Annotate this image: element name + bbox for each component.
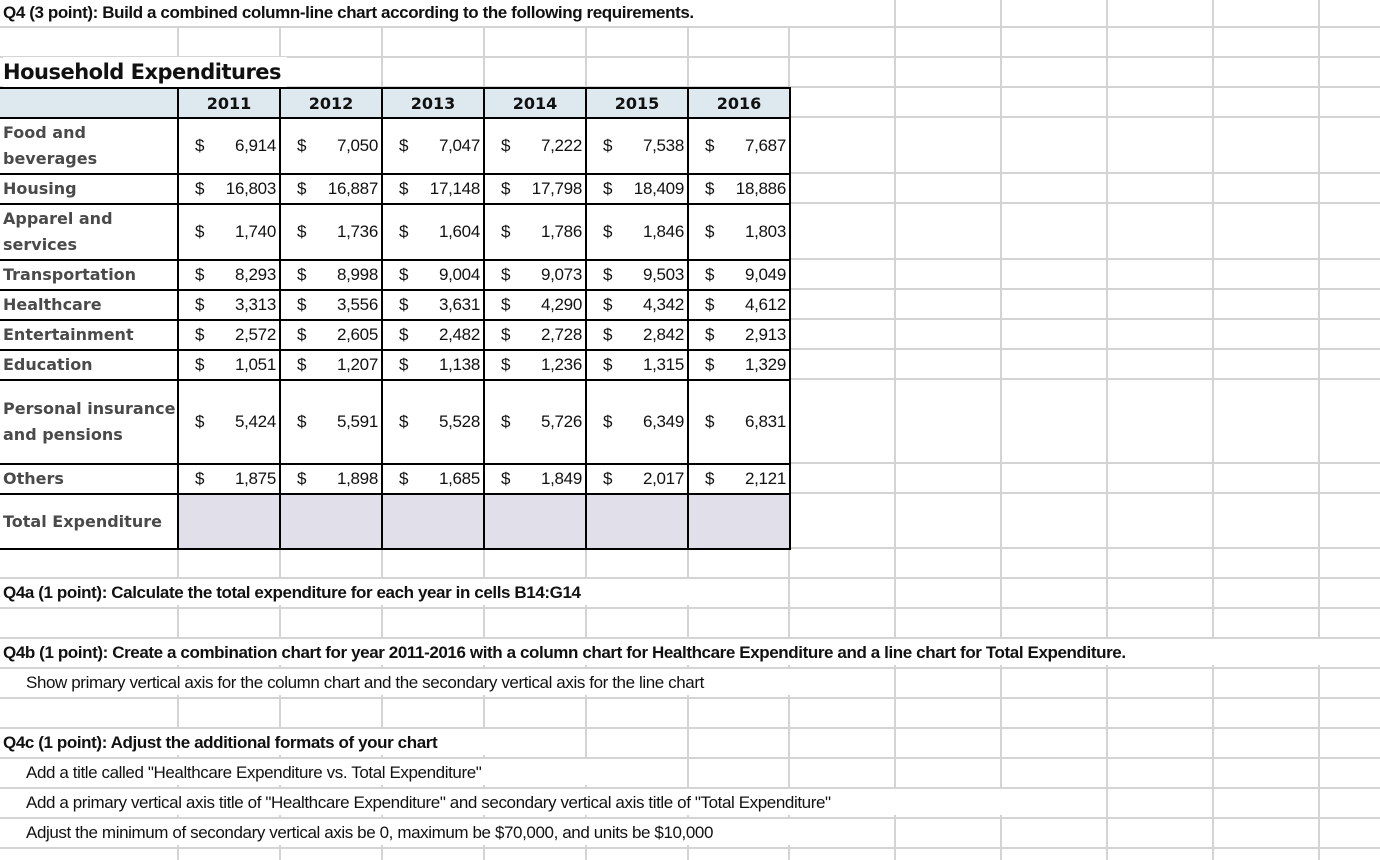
value-cell[interactable] bbox=[382, 350, 484, 380]
gridline-col-l bbox=[1212, 0, 1214, 860]
currency-symbol: $ bbox=[399, 412, 409, 431]
amount: 18,409 bbox=[633, 179, 684, 198]
currency-symbol: $ bbox=[603, 469, 613, 488]
amount: 2,913 bbox=[744, 325, 786, 344]
gridline-col-m bbox=[1318, 0, 1320, 860]
value-cell[interactable] bbox=[484, 464, 586, 494]
total-cell-2016[interactable] bbox=[688, 494, 790, 549]
currency-symbol: $ bbox=[399, 222, 409, 241]
currency-symbol: $ bbox=[501, 222, 511, 241]
amount: 4,612 bbox=[744, 295, 786, 314]
currency-symbol: $ bbox=[195, 412, 205, 431]
currency-symbol: $ bbox=[603, 325, 613, 344]
total-cell-2011[interactable] bbox=[178, 494, 280, 549]
table-row bbox=[0, 464, 790, 494]
expenditure-table bbox=[0, 87, 791, 550]
total-expenditure-label[interactable]: Total Expenditure bbox=[0, 494, 178, 549]
row-label[interactable]: Education bbox=[0, 350, 178, 380]
currency-symbol: $ bbox=[501, 179, 511, 198]
amount: 1,138 bbox=[438, 355, 480, 374]
amount: 1,849 bbox=[540, 469, 582, 488]
value-cell[interactable] bbox=[586, 118, 688, 174]
currency-symbol: $ bbox=[603, 412, 613, 431]
amount: 17,798 bbox=[531, 179, 582, 198]
table-title[interactable]: Household Expenditures bbox=[3, 57, 287, 87]
table-row bbox=[0, 350, 790, 380]
amount: 6,914 bbox=[234, 136, 276, 155]
value-cell[interactable] bbox=[688, 290, 790, 320]
currency-symbol: $ bbox=[399, 265, 409, 284]
q4c-instruction-3[interactable]: Adjust the minimum of secondary vertical axis be 0, maximum be $70,000, and units be $10,000 bbox=[26, 823, 714, 842]
currency-symbol: $ bbox=[297, 412, 307, 431]
currency-symbol: $ bbox=[705, 355, 715, 374]
currency-symbol: $ bbox=[297, 325, 307, 344]
currency-symbol: $ bbox=[705, 295, 715, 314]
amount: 1,898 bbox=[336, 469, 378, 488]
value-cell[interactable] bbox=[688, 260, 790, 290]
amount: 9,503 bbox=[642, 265, 684, 284]
total-cell-2015[interactable] bbox=[586, 494, 688, 549]
value-cell[interactable] bbox=[280, 320, 382, 350]
row-label[interactable]: Healthcare bbox=[0, 290, 178, 320]
row-label[interactable]: Personal insurance and pensions bbox=[0, 380, 178, 464]
gridline-row bbox=[0, 697, 1380, 699]
currency-symbol: $ bbox=[501, 355, 511, 374]
value-cell[interactable] bbox=[586, 464, 688, 494]
currency-symbol: $ bbox=[195, 355, 205, 374]
gridline-row bbox=[0, 847, 1380, 849]
currency-symbol: $ bbox=[399, 136, 409, 155]
value-cell[interactable] bbox=[484, 174, 586, 204]
currency-symbol: $ bbox=[603, 295, 613, 314]
gridline-row bbox=[0, 26, 1380, 28]
value-cell[interactable] bbox=[178, 464, 280, 494]
amount: 7,222 bbox=[540, 136, 582, 155]
currency-symbol: $ bbox=[399, 179, 409, 198]
amount: 7,687 bbox=[744, 136, 786, 155]
currency-symbol: $ bbox=[297, 136, 307, 155]
year-header-2012[interactable]: 2012 bbox=[280, 88, 382, 118]
value-cell[interactable] bbox=[586, 290, 688, 320]
value-cell[interactable] bbox=[280, 260, 382, 290]
amount: 3,313 bbox=[234, 295, 276, 314]
year-header-2016[interactable]: 2016 bbox=[688, 88, 790, 118]
table-row bbox=[0, 320, 790, 350]
value-cell[interactable] bbox=[688, 118, 790, 174]
currency-symbol: $ bbox=[501, 295, 511, 314]
value-cell[interactable] bbox=[586, 204, 688, 260]
amount: 9,049 bbox=[744, 265, 786, 284]
value-cell[interactable] bbox=[382, 380, 484, 464]
currency-symbol: $ bbox=[297, 295, 307, 314]
amount: 16,887 bbox=[327, 179, 378, 198]
row-label[interactable]: Food and beverages bbox=[0, 118, 178, 174]
value-cell[interactable] bbox=[586, 320, 688, 350]
amount: 4,290 bbox=[540, 295, 582, 314]
gridline-col-i bbox=[894, 0, 896, 860]
amount: 1,236 bbox=[540, 355, 582, 374]
value-cell[interactable] bbox=[688, 380, 790, 464]
currency-symbol: $ bbox=[399, 325, 409, 344]
amount: 4,342 bbox=[642, 295, 684, 314]
year-header-row bbox=[0, 88, 790, 118]
row-label[interactable]: Housing bbox=[0, 174, 178, 204]
value-cell[interactable] bbox=[382, 320, 484, 350]
amount: 2,605 bbox=[336, 325, 378, 344]
value-cell[interactable] bbox=[484, 118, 586, 174]
amount: 1,875 bbox=[234, 469, 276, 488]
currency-symbol: $ bbox=[705, 265, 715, 284]
value-cell[interactable] bbox=[280, 174, 382, 204]
value-cell[interactable] bbox=[280, 380, 382, 464]
amount: 2,121 bbox=[744, 469, 786, 488]
total-cell-2013[interactable] bbox=[382, 494, 484, 549]
amount: 3,556 bbox=[336, 295, 378, 314]
currency-symbol: $ bbox=[195, 295, 205, 314]
currency-symbol: $ bbox=[603, 136, 613, 155]
currency-symbol: $ bbox=[399, 295, 409, 314]
amount: 7,050 bbox=[336, 136, 378, 155]
amount: 2,017 bbox=[642, 469, 684, 488]
amount: 1,786 bbox=[540, 222, 582, 241]
value-cell[interactable] bbox=[688, 204, 790, 260]
amount: 6,831 bbox=[744, 412, 786, 431]
question-title[interactable]: Q4 (3 point): Build a combined column-line chart according to the following requirements. bbox=[3, 3, 694, 22]
amount: 5,591 bbox=[336, 412, 378, 431]
amount: 1,740 bbox=[234, 222, 276, 241]
total-expenditure-row bbox=[0, 494, 790, 549]
amount: 5,528 bbox=[438, 412, 480, 431]
q4b-instruction-1[interactable]: Show primary vertical axis for the column chart and the secondary vertical axis for the line chart bbox=[26, 673, 704, 692]
row-label[interactable]: Entertainment bbox=[0, 320, 178, 350]
table-row bbox=[0, 290, 790, 320]
value-cell[interactable] bbox=[688, 350, 790, 380]
q4a-text[interactable]: Q4a (1 point): Calculate the total expenditure for each year in cells B14:G14 bbox=[3, 583, 581, 602]
currency-symbol: $ bbox=[705, 412, 715, 431]
currency-symbol: $ bbox=[399, 355, 409, 374]
gridline-col-j bbox=[1000, 0, 1002, 860]
amount: 2,572 bbox=[234, 325, 276, 344]
value-cell[interactable] bbox=[586, 174, 688, 204]
amount: 16,803 bbox=[225, 179, 276, 198]
amount: 1,329 bbox=[744, 355, 786, 374]
value-cell[interactable] bbox=[280, 464, 382, 494]
amount: 1,051 bbox=[234, 355, 276, 374]
value-cell[interactable] bbox=[586, 380, 688, 464]
value-cell[interactable] bbox=[382, 204, 484, 260]
value-cell[interactable] bbox=[382, 174, 484, 204]
value-cell[interactable] bbox=[484, 290, 586, 320]
year-header-2011[interactable]: 2011 bbox=[178, 88, 280, 118]
amount: 18,886 bbox=[735, 179, 786, 198]
currency-symbol: $ bbox=[705, 179, 715, 198]
currency-symbol: $ bbox=[501, 265, 511, 284]
value-cell[interactable] bbox=[688, 464, 790, 494]
year-header-2015[interactable]: 2015 bbox=[586, 88, 688, 118]
currency-symbol: $ bbox=[297, 179, 307, 198]
currency-symbol: $ bbox=[501, 136, 511, 155]
value-cell[interactable] bbox=[382, 290, 484, 320]
currency-symbol: $ bbox=[705, 222, 715, 241]
value-cell[interactable] bbox=[586, 260, 688, 290]
amount: 1,803 bbox=[744, 222, 786, 241]
row-label[interactable]: Transportation bbox=[0, 260, 178, 290]
row-label[interactable]: Others bbox=[0, 464, 178, 494]
amount: 1,736 bbox=[336, 222, 378, 241]
amount: 8,998 bbox=[336, 265, 378, 284]
currency-symbol: $ bbox=[195, 265, 205, 284]
value-cell[interactable] bbox=[484, 320, 586, 350]
year-header-2014[interactable]: 2014 bbox=[484, 88, 586, 118]
amount: 17,148 bbox=[429, 179, 480, 198]
gridline-col-k bbox=[1106, 0, 1108, 860]
currency-symbol: $ bbox=[195, 136, 205, 155]
currency-symbol: $ bbox=[195, 222, 205, 241]
amount: 9,073 bbox=[540, 265, 582, 284]
value-cell[interactable] bbox=[280, 290, 382, 320]
amount: 2,728 bbox=[540, 325, 582, 344]
amount: 2,842 bbox=[642, 325, 684, 344]
table-row bbox=[0, 380, 790, 464]
value-cell[interactable] bbox=[382, 464, 484, 494]
currency-symbol: $ bbox=[501, 412, 511, 431]
currency-symbol: $ bbox=[705, 136, 715, 155]
currency-symbol: $ bbox=[603, 179, 613, 198]
value-cell[interactable] bbox=[484, 260, 586, 290]
value-cell[interactable] bbox=[484, 380, 586, 464]
table-row bbox=[0, 118, 790, 174]
currency-symbol: $ bbox=[603, 222, 613, 241]
table-row bbox=[0, 260, 790, 290]
currency-symbol: $ bbox=[399, 469, 409, 488]
value-cell[interactable] bbox=[178, 290, 280, 320]
value-cell[interactable] bbox=[484, 350, 586, 380]
year-header-2013[interactable]: 2013 bbox=[382, 88, 484, 118]
currency-symbol: $ bbox=[603, 265, 613, 284]
currency-symbol: $ bbox=[705, 469, 715, 488]
value-cell[interactable] bbox=[688, 174, 790, 204]
amount: 6,349 bbox=[642, 412, 684, 431]
total-cell-2012[interactable] bbox=[280, 494, 382, 549]
currency-symbol: $ bbox=[195, 469, 205, 488]
value-cell[interactable] bbox=[178, 174, 280, 204]
amount: 9,004 bbox=[438, 265, 480, 284]
value-cell[interactable] bbox=[586, 350, 688, 380]
amount: 1,685 bbox=[438, 469, 480, 488]
q4c-instruction-1[interactable]: Add a title called "Healthcare Expenditure vs. Total Expenditure" bbox=[26, 763, 482, 782]
value-cell[interactable] bbox=[178, 350, 280, 380]
q4c-text[interactable]: Q4c (1 point): Adjust the additional formats of your chart bbox=[3, 733, 438, 752]
currency-symbol: $ bbox=[297, 355, 307, 374]
currency-symbol: $ bbox=[501, 325, 511, 344]
q4c-instruction-2[interactable]: Add a primary vertical axis title of "Healthcare Expenditure" and secondary vertical axis title of "Total Expenditure" bbox=[26, 793, 831, 812]
currency-symbol: $ bbox=[705, 325, 715, 344]
currency-symbol: $ bbox=[297, 265, 307, 284]
value-cell[interactable] bbox=[178, 380, 280, 464]
currency-symbol: $ bbox=[195, 325, 205, 344]
amount: 1,315 bbox=[642, 355, 684, 374]
currency-symbol: $ bbox=[603, 355, 613, 374]
amount: 1,207 bbox=[336, 355, 378, 374]
amount: 7,538 bbox=[642, 136, 684, 155]
table-row bbox=[0, 204, 790, 260]
amount: 8,293 bbox=[234, 265, 276, 284]
amount: 5,424 bbox=[234, 412, 276, 431]
currency-symbol: $ bbox=[501, 469, 511, 488]
value-cell[interactable] bbox=[382, 260, 484, 290]
value-cell[interactable] bbox=[178, 118, 280, 174]
row-label[interactable]: Apparel and services bbox=[0, 204, 178, 260]
value-cell[interactable] bbox=[280, 350, 382, 380]
amount: 2,482 bbox=[438, 325, 480, 344]
currency-symbol: $ bbox=[195, 179, 205, 198]
table-row bbox=[0, 174, 790, 204]
value-cell[interactable] bbox=[178, 204, 280, 260]
value-cell[interactable] bbox=[280, 118, 382, 174]
currency-symbol: $ bbox=[297, 222, 307, 241]
header-corner-cell[interactable] bbox=[0, 88, 178, 118]
value-cell[interactable] bbox=[484, 204, 586, 260]
q4b-text[interactable]: Q4b (1 point): Create a combination chart for year 2011-2016 with a column chart for Healthcare Expenditure and a line chart for Total Expenditure. bbox=[3, 643, 1126, 662]
value-cell[interactable] bbox=[382, 118, 484, 174]
value-cell[interactable] bbox=[688, 320, 790, 350]
currency-symbol: $ bbox=[297, 469, 307, 488]
value-cell[interactable] bbox=[178, 320, 280, 350]
amount: 1,604 bbox=[438, 222, 480, 241]
total-cell-2014[interactable] bbox=[484, 494, 586, 549]
value-cell[interactable] bbox=[178, 260, 280, 290]
amount: 1,846 bbox=[642, 222, 684, 241]
value-cell[interactable] bbox=[280, 204, 382, 260]
amount: 7,047 bbox=[438, 136, 480, 155]
amount: 3,631 bbox=[438, 295, 480, 314]
amount: 5,726 bbox=[540, 412, 582, 431]
gridline-row bbox=[0, 607, 1380, 609]
